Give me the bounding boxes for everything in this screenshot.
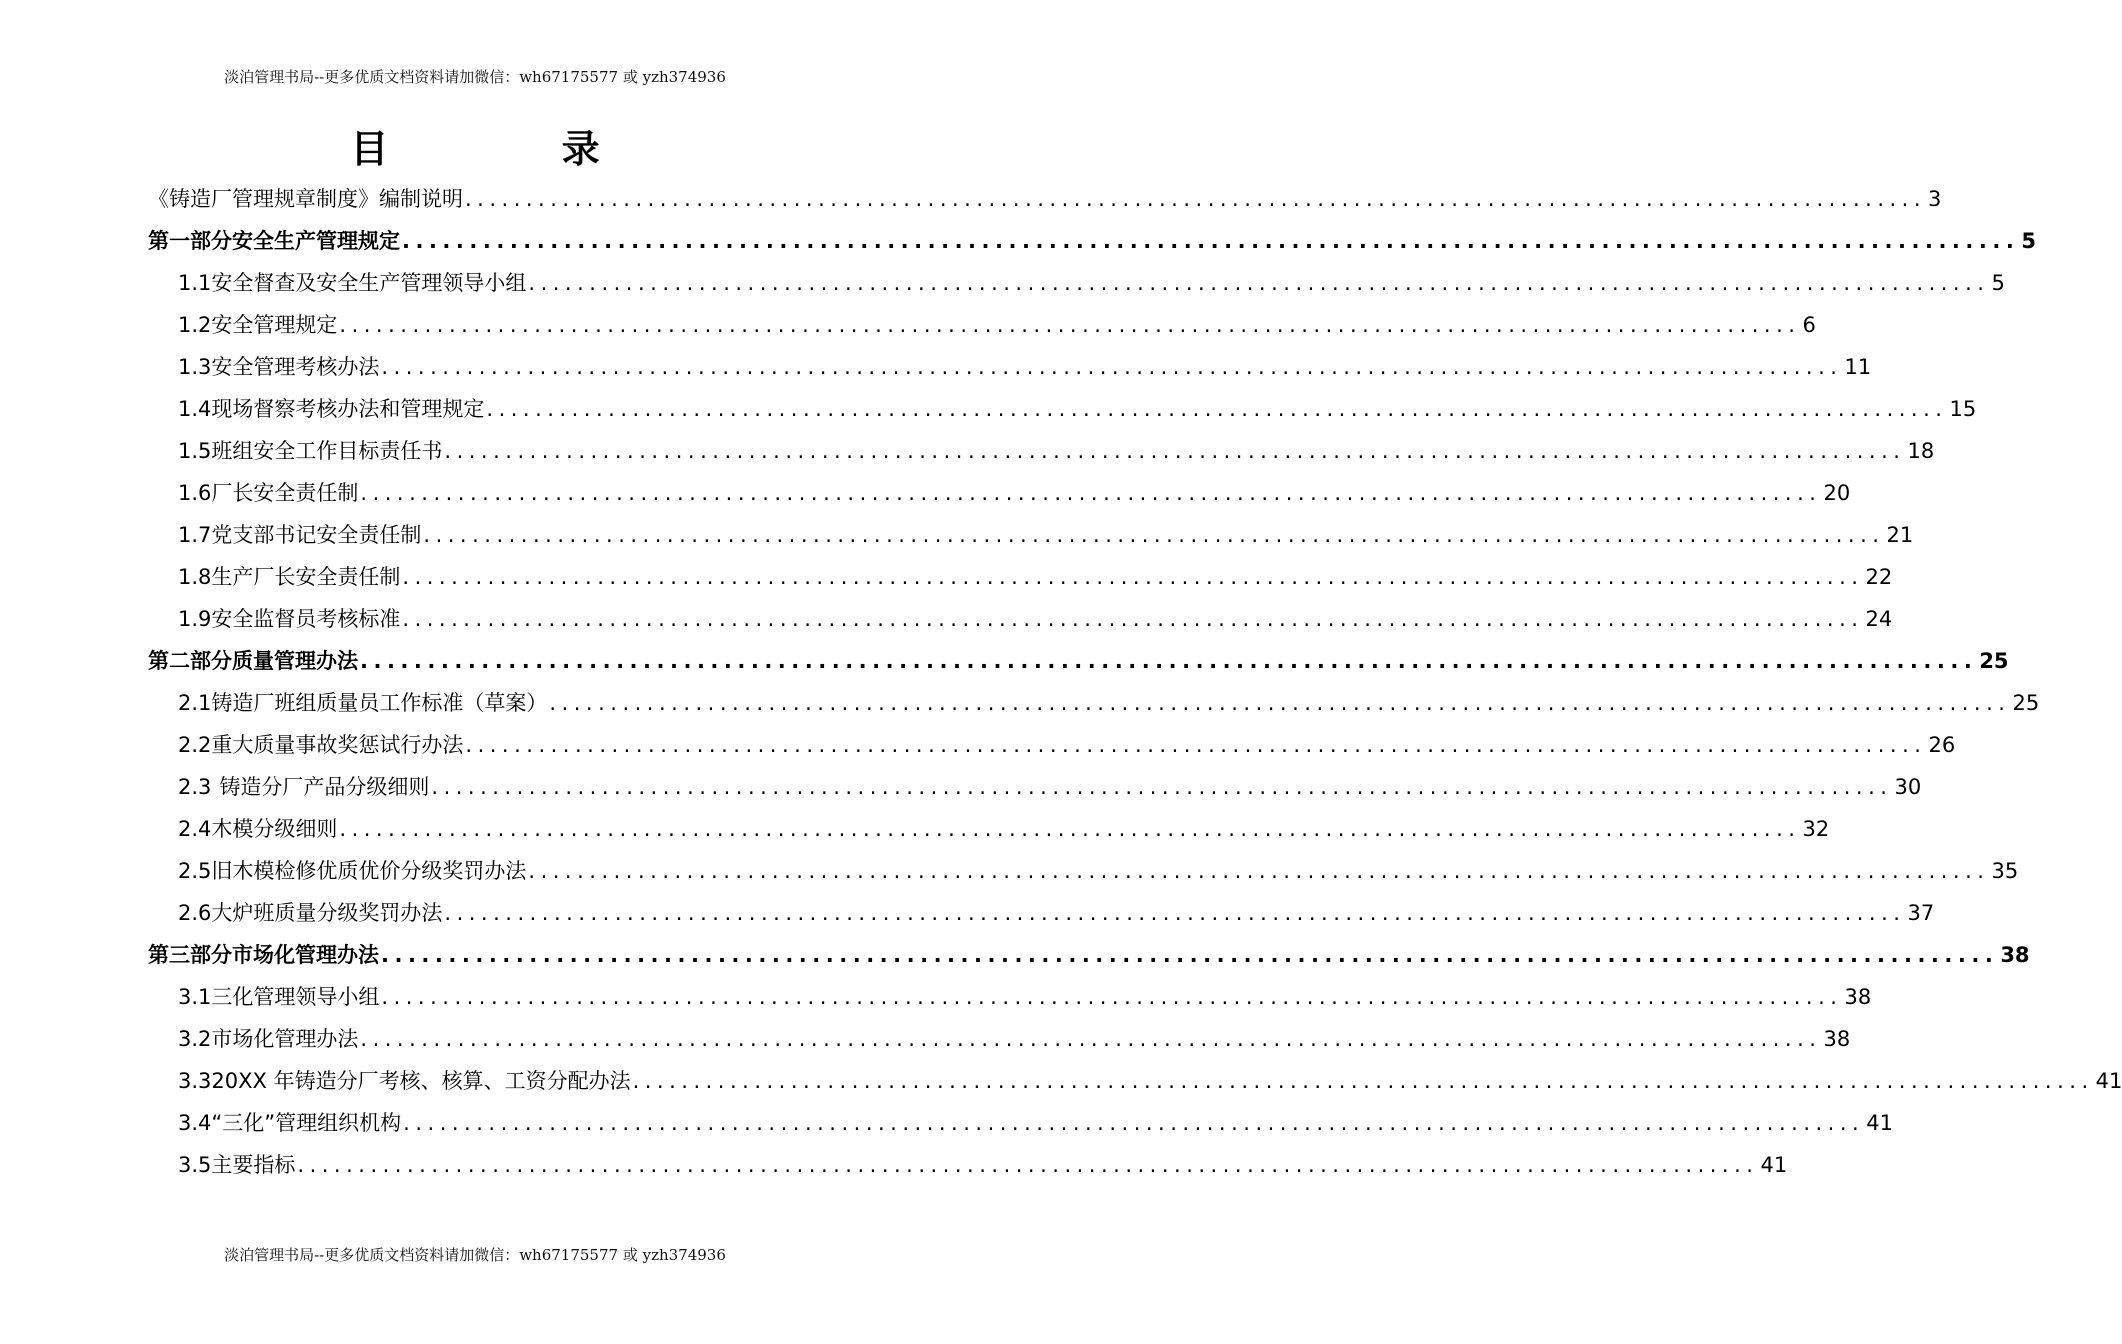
toc-dot-leader: ........................................................................................................................ <box>339 817 1801 841</box>
toc-page-number: 21 <box>1886 523 1914 547</box>
toc-dot-leader: ........................................................................................................................ <box>402 229 2020 253</box>
toc-page-number: 37 <box>1907 901 1935 925</box>
toc-page-number: 5 <box>2021 229 2036 253</box>
toc-page-number: 6 <box>1802 313 1816 337</box>
toc-entry[interactable] <box>178 514 1914 556</box>
toc-dot-leader: ........................................................................................................................ <box>444 439 1906 463</box>
toc-entry-label: “三化”管理组织机构 <box>211 1111 402 1135</box>
toc-page-number: 18 <box>1907 439 1935 463</box>
toc-entry-label: 大炉班质量分级奖罚办法 <box>211 901 443 925</box>
toc-page-number: 38 <box>1823 1027 1851 1051</box>
toc-page-number: 41 <box>1866 1111 1893 1135</box>
toc-page-number: 25 <box>2012 691 2040 715</box>
toc-page-number: 20 <box>1823 481 1851 505</box>
toc-entry[interactable] <box>178 472 1851 514</box>
toc-entry[interactable] <box>178 1102 1893 1144</box>
toc-entry-label: 现场督察考核办法和管理规定 <box>211 397 485 421</box>
toc-entry[interactable] <box>178 1144 1788 1186</box>
toc-dot-leader: ........................................................................................................................ <box>486 397 1948 421</box>
toc-entry-label: 安全督查及安全生产管理领导小组 <box>211 271 527 295</box>
toc-entry-label: 安全管理规定 <box>211 313 338 337</box>
toc-entry[interactable] <box>178 556 1893 598</box>
toc-dot-leader: ........................................................................................................................ <box>360 649 1978 673</box>
toc-dot-leader: ........................................................................................................................ <box>444 901 1906 925</box>
toc-page-number: 38 <box>2000 943 2030 967</box>
toc-entry-label: 旧木模检修优质优价分级奖罚办法 <box>211 859 527 883</box>
toc-entry[interactable] <box>178 766 1922 808</box>
toc-entry[interactable] <box>178 892 1935 934</box>
toc-entry[interactable] <box>178 682 2040 724</box>
toc-page-number: 38 <box>1844 985 1872 1009</box>
toc-dot-leader: ........................................................................................................................ <box>360 481 1822 505</box>
toc-entry[interactable] <box>178 430 1935 472</box>
toc-dot-leader: ........................................................................................................................ <box>402 565 1864 589</box>
toc-page-number: 11 <box>1844 355 1872 379</box>
toc-entry[interactable] <box>178 304 1816 346</box>
page-header: 淡泊管理书局--更多优质文档资料请加微信：wh67175577 或 yzh374936 <box>224 68 726 86</box>
toc-entry-number: 1.9 <box>178 607 212 631</box>
toc-page-number: 25 <box>1979 649 2009 673</box>
toc-entry[interactable] <box>178 346 1872 388</box>
toc-entry-number: 2.6 <box>178 901 212 925</box>
toc-entry[interactable] <box>178 262 2005 304</box>
toc-entry[interactable] <box>148 178 1942 220</box>
toc-entry-label: 质量管理办法 <box>232 649 358 673</box>
toc-entry-label: 20XX 年铸造分厂考核、核算、工资分配办法 <box>211 1069 631 1093</box>
toc-entry-label: 主要指标 <box>211 1153 296 1177</box>
toc-entry-label: 《铸造厂管理规章制度》编制说明 <box>148 187 463 211</box>
toc-dot-leader: ........................................................................................................................ <box>632 1069 2094 1093</box>
toc-entry-number: 第三部分 <box>148 943 232 967</box>
toc-dot-leader: ........................................................................................................................ <box>528 859 1990 883</box>
toc-entry[interactable] <box>178 808 1830 850</box>
toc-page-number: 3 <box>1928 187 1942 211</box>
toc-entry-number: 2.3 <box>178 775 212 799</box>
toc-dot-leader: ........................................................................................................................ <box>381 943 1999 967</box>
toc-page-number: 32 <box>1802 817 1830 841</box>
toc-entry-label: 市场化管理办法 <box>232 943 379 967</box>
page-footer: 淡泊管理书局--更多优质文档资料请加微信：wh67175577 或 yzh374936 <box>224 1246 726 1264</box>
toc-entry-number: 1.4 <box>178 397 212 421</box>
toc-entry-number: 3.5 <box>178 1153 212 1177</box>
toc-dot-leader: ........................................................................................................................ <box>431 775 1893 799</box>
toc-entry-number: 2.1 <box>178 691 212 715</box>
toc-entry[interactable] <box>178 598 1893 640</box>
toc-entry[interactable] <box>178 724 1956 766</box>
toc-page-number: 24 <box>1865 607 1893 631</box>
toc-entry[interactable] <box>178 1018 1851 1060</box>
toc-entry-label: 安全管理考核办法 <box>211 355 380 379</box>
toc-entry-label: 安全监督员考核标准 <box>211 607 401 631</box>
toc-page-number: 22 <box>1865 565 1893 589</box>
toc-page-number: 30 <box>1894 775 1922 799</box>
toc-entry[interactable] <box>178 1060 2122 1102</box>
toc-dot-leader: ........................................................................................................................ <box>403 1111 1865 1135</box>
toc-entry-number: 3.2 <box>178 1027 212 1051</box>
toc-dot-leader: ........................................................................................................................ <box>528 271 1990 295</box>
toc-dot-leader: ........................................................................................................................ <box>381 355 1843 379</box>
toc-page-number: 41 <box>1760 1153 1788 1177</box>
toc-page-number: 15 <box>1949 397 1977 421</box>
toc-page-number: 41 <box>2095 1069 2122 1093</box>
toc-dot-leader: ........................................................................................................................ <box>423 523 1885 547</box>
toc-entry-number: 1.6 <box>178 481 212 505</box>
toc-page-number: 5 <box>1991 271 2005 295</box>
toc-entry-number: 2.5 <box>178 859 212 883</box>
toc-dot-leader: ........................................................................................................................ <box>465 733 1927 757</box>
toc-entry-number: 3.3 <box>178 1069 212 1093</box>
toc-entry-number: 1.5 <box>178 439 212 463</box>
toc-entry-number: 1.1 <box>178 271 212 295</box>
toc-entry-number: 2.4 <box>178 817 212 841</box>
toc-entry-number: 1.3 <box>178 355 212 379</box>
toc-entry-label: 重大质量事故奖惩试行办法 <box>211 733 464 757</box>
toc-dot-leader: ........................................................................................................................ <box>549 691 2011 715</box>
toc-entry-label: 铸造厂班组质量员工作标准（草案） <box>211 691 548 715</box>
toc-entry-number: 2.2 <box>178 733 212 757</box>
toc-dot-leader: ........................................................................................................................ <box>465 187 1927 211</box>
toc-entry-label: 安全生产管理规定 <box>232 229 400 253</box>
toc-entry-number: 第二部分 <box>148 649 232 673</box>
toc-entry-number: 3.1 <box>178 985 212 1009</box>
toc-entry-label: 木模分级细则 <box>211 817 338 841</box>
toc-entry-number: 3.4 <box>178 1111 212 1135</box>
toc-entry-label: 生产厂长安全责任制 <box>211 565 401 589</box>
toc-entry-number: 1.2 <box>178 313 212 337</box>
toc-page-number: 26 <box>1928 733 1956 757</box>
toc-page-number: 35 <box>1991 859 2019 883</box>
toc-entry-number: 第一部分 <box>148 229 232 253</box>
toc-dot-leader: ........................................................................................................................ <box>339 313 1801 337</box>
toc-entry-label: 市场化管理办法 <box>211 1027 359 1051</box>
toc-title: 目 录 <box>350 127 680 171</box>
toc-dot-leader: ........................................................................................................................ <box>360 1027 1822 1051</box>
toc-entry-label: 铸造分厂产品分级细则 <box>219 775 430 799</box>
toc-entry-number: 1.8 <box>178 565 212 589</box>
toc-dot-leader: ........................................................................................................................ <box>381 985 1843 1009</box>
toc-entry-label: 党支部书记安全责任制 <box>211 523 422 547</box>
toc-part-entry[interactable] <box>148 220 2036 262</box>
toc-entry-label: 班组安全工作目标责任书 <box>211 439 443 463</box>
toc-entry-number: 1.7 <box>178 523 212 547</box>
toc-dot-leader: ........................................................................................................................ <box>297 1153 1759 1177</box>
toc-part-entry[interactable] <box>148 640 2009 682</box>
toc-entry[interactable] <box>178 850 2019 892</box>
toc-entry-label: 厂长安全责任制 <box>211 481 359 505</box>
toc-entry[interactable] <box>178 976 1872 1018</box>
toc-part-entry[interactable] <box>148 934 2030 976</box>
toc-entry-label: 三化管理领导小组 <box>211 985 380 1009</box>
toc-dot-leader: ........................................................................................................................ <box>402 607 1864 631</box>
toc-entry[interactable] <box>178 388 1977 430</box>
